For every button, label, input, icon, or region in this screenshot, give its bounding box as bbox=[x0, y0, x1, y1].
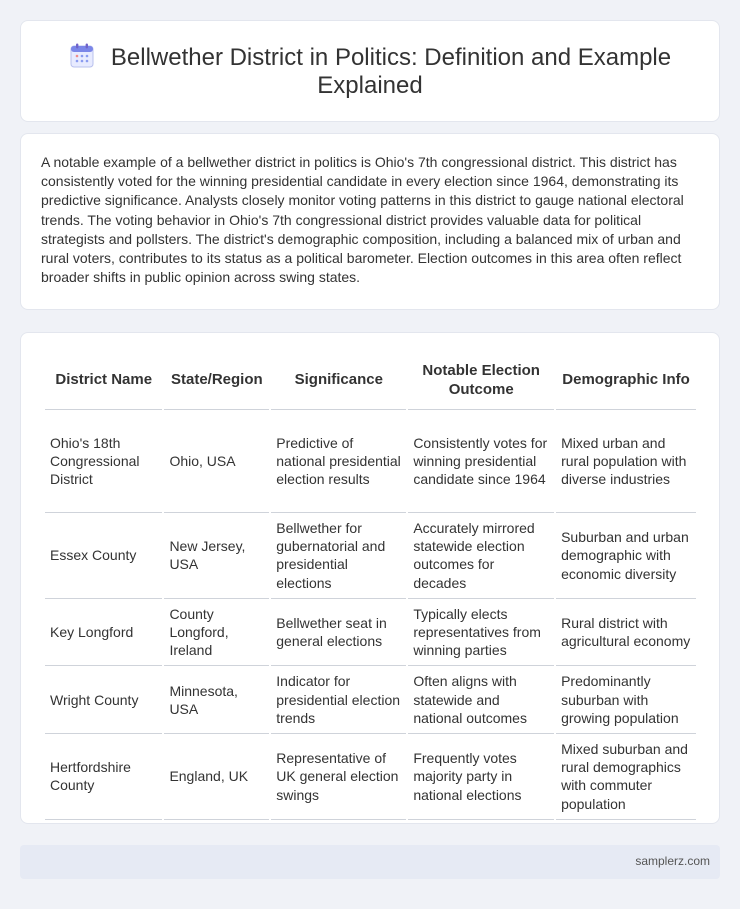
page-title: Bellwether District in Politics: Definition and Example Explained bbox=[110, 44, 672, 99]
table-row bbox=[45, 734, 696, 820]
table-cell: Bellwether seat in general elections bbox=[271, 599, 406, 667]
table-cell: Rural district with agricultural economy bbox=[556, 599, 696, 667]
table-cell: Suburban and urban demographic with economic diversity bbox=[556, 513, 696, 599]
table-cell: Accurately mirrored statewide election outcomes for decades bbox=[408, 513, 554, 599]
table-cell: Representative of UK general election swings bbox=[271, 734, 406, 820]
column-header: Significance bbox=[271, 350, 406, 410]
table-header-row bbox=[45, 350, 696, 410]
table-cell: Wright County bbox=[45, 666, 162, 734]
intro-card bbox=[20, 133, 720, 310]
table-cell: Indicator for presidential election trends bbox=[271, 666, 406, 734]
title-wrap bbox=[51, 43, 689, 100]
table-cell: Ohio's 18th Congressional District bbox=[45, 410, 162, 513]
table-cell: Key Longford bbox=[45, 599, 162, 667]
footer-bar bbox=[20, 845, 720, 879]
table-cell: Essex County bbox=[45, 513, 162, 599]
table-row bbox=[45, 666, 696, 734]
table-cell: Typically elects representatives from winning parties bbox=[408, 599, 554, 667]
table-row bbox=[45, 513, 696, 599]
intro-paragraph: A notable example of a bellwether district in politics is Ohio's 7th congressional district. This district has consistently voted for the winning presidential candidate in every election since 1964, demonstrating its predictive significance. Analysts closely monitor voting patterns in this district to gauge national electoral trends. The voting behavior in Ohio's 7th congressional district provides valuable data for political strategists and pollsters. The district's demographic composition, including a balanced mix of urban and rural voters, contributes to its status as a political barometer. Election outcomes in this area often reflect broader shifts in public opinion across swing states. bbox=[41, 154, 684, 286]
table-cell: Predominantly suburban with growing population bbox=[556, 666, 696, 734]
column-header: Notable Election Outcome bbox=[408, 350, 554, 410]
column-header: State/Region bbox=[164, 350, 269, 410]
column-header: District Name bbox=[45, 350, 162, 410]
title-card bbox=[20, 20, 720, 122]
table-row bbox=[45, 599, 696, 667]
table-row bbox=[45, 410, 696, 513]
table-cell: Mixed urban and rural population with diverse industries bbox=[556, 410, 696, 513]
table-cell: Bellwether for gubernatorial and presidential elections bbox=[271, 513, 406, 599]
table-cell: Often aligns with statewide and national outcomes bbox=[408, 666, 554, 734]
table-cell: Consistently votes for winning presidential candidate since 1964 bbox=[408, 410, 554, 513]
table-cell: Predictive of national presidential election results bbox=[271, 410, 406, 513]
table-cell: County Longford, Ireland bbox=[164, 599, 269, 667]
table-card bbox=[20, 332, 720, 824]
calendar-icon bbox=[69, 43, 95, 69]
footer-source: samplerz.com bbox=[635, 854, 710, 868]
table-cell: Ohio, USA bbox=[164, 410, 269, 513]
bellwether-table bbox=[43, 350, 698, 820]
table-cell: New Jersey, USA bbox=[164, 513, 269, 599]
table-cell: Frequently votes majority party in national elections bbox=[408, 734, 554, 820]
table-cell: Minnesota, USA bbox=[164, 666, 269, 734]
column-header: Demographic Info bbox=[556, 350, 696, 410]
table-cell: Hertfordshire County bbox=[45, 734, 162, 820]
table-cell: Mixed suburban and rural demographics with commuter population bbox=[556, 734, 696, 820]
table-cell: England, UK bbox=[164, 734, 269, 820]
